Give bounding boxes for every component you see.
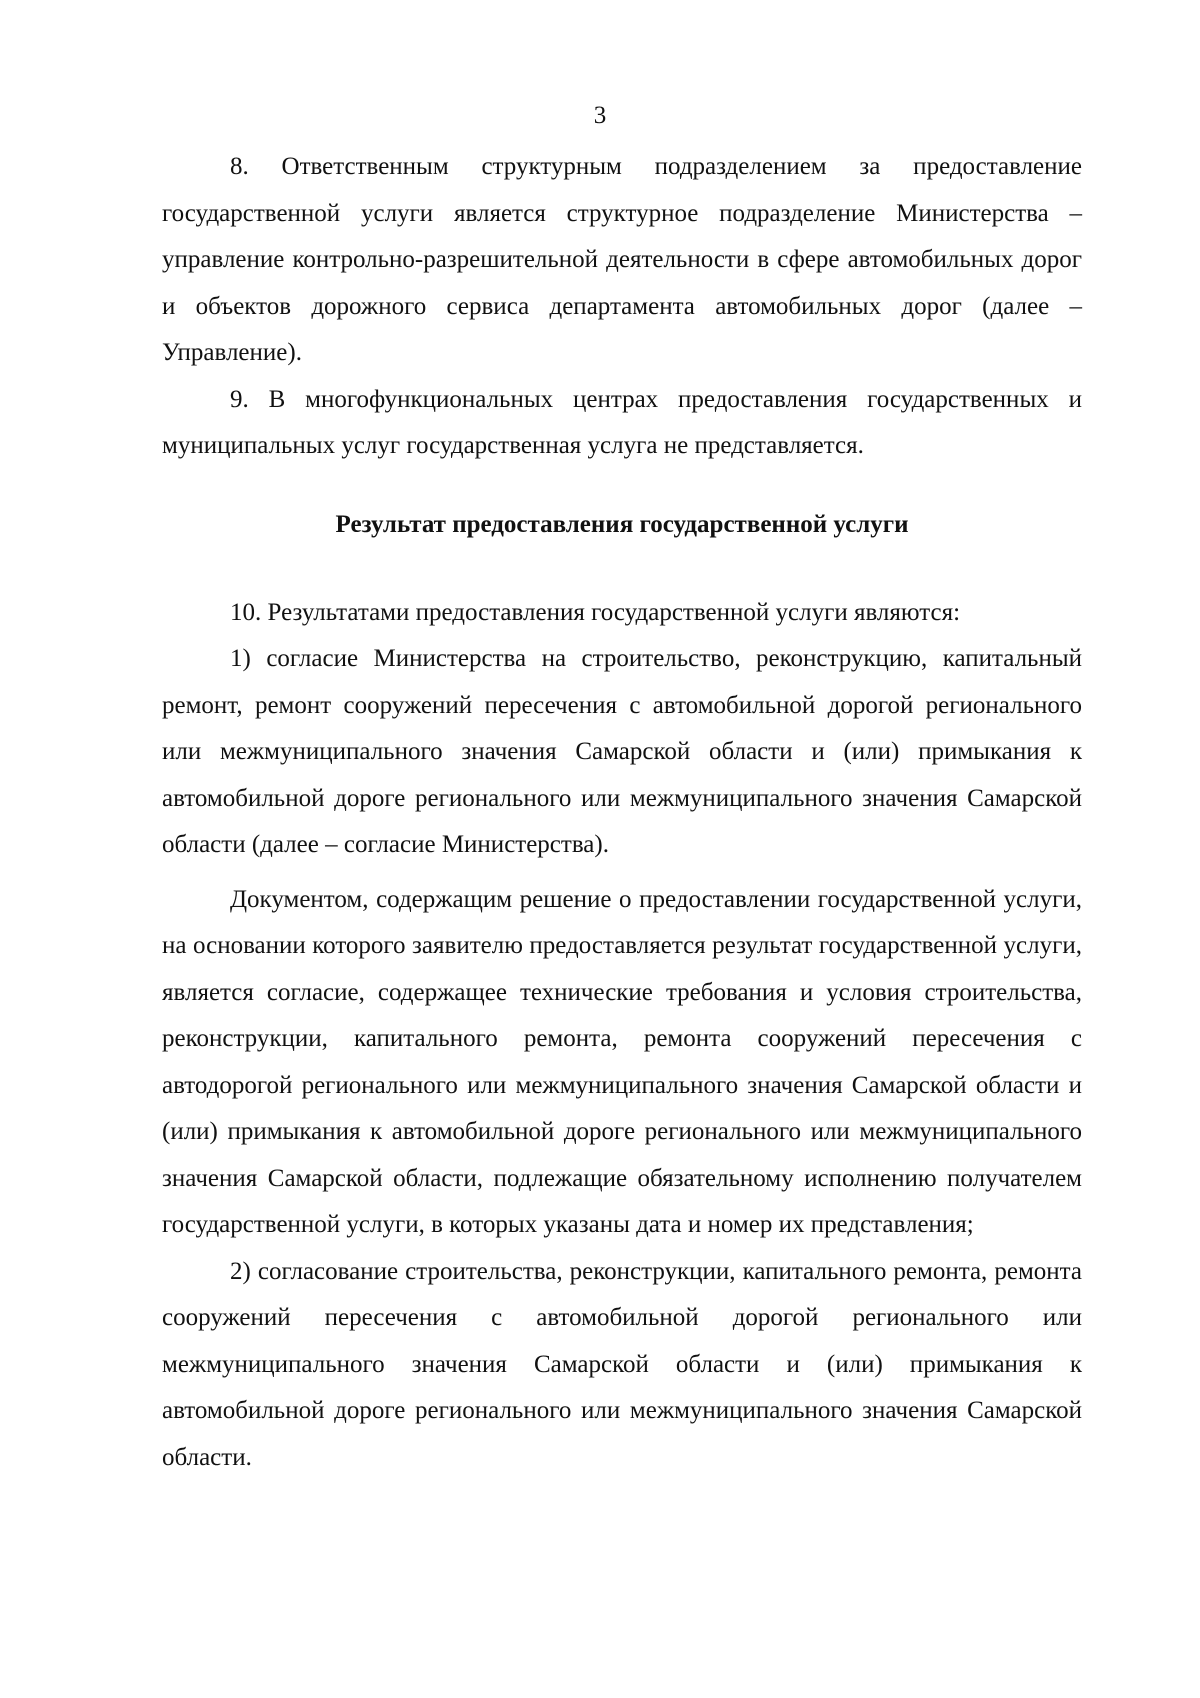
paragraph-8: 8. Ответственным структурным подразделением за предоставление государственной услуги является структурное подразделение Министерства – управление контрольно-разрешительной деятельности в сфере автомобильных дорог и объектов дорожного сервиса департамента автомобильных дорог (далее – Управление). bbox=[162, 153, 1082, 366]
paragraph-10: 10. Результатами предоставления государственной услуги являются: bbox=[230, 598, 961, 626]
paragraph-10-item-1: 1) согласие Министерства на строительство, реконструкцию, капитальный ремонт, ремонт сооружений пересечения с автомобильной дорогой регионального или межмуниципального значения Самарской области и (или) примыкания к автомобильной дороге регионального или межмуниципального значения Самарской области (далее – согласие Министерства). bbox=[162, 645, 1082, 858]
document-body bbox=[162, 144, 1082, 1481]
paragraph-10-item-2: 2) согласование строительства, реконструкции, капитального ремонта, ремонта сооружений пересечения с автомобильной дорогой регионального или межмуниципального значения Самарской области и (или) примыкания к автомобильной дороге регионального или межмуниципального значения Самарской области. bbox=[162, 1257, 1082, 1471]
paragraph-9: 9. В многофункциональных центрах предоставления государственных и муниципальных услуг государственная услуга не представляется. bbox=[162, 385, 1082, 459]
section-heading: Результат предоставления государственной услуги bbox=[335, 510, 909, 538]
paragraph-result-document: Документом, содержащим решение о предоставлении государственной услуги, на основании которого заявителю предоставляется результат государственной услуги, является согласие, содержащее технические требования и условия строительства, реконструкции, капитального ремонта, ремонта сооружений пересечения с автодорогой регионального или межмуниципального значения Самарской области и (или) примыкания к автомобильной дороге регионального или межмуниципального значения Самарской области, подлежащие обязательному исполнению получателем государственной услуги, в которых указаны дата и номер их представления; bbox=[162, 885, 1082, 1238]
page-number: 3 bbox=[593, 102, 607, 129]
